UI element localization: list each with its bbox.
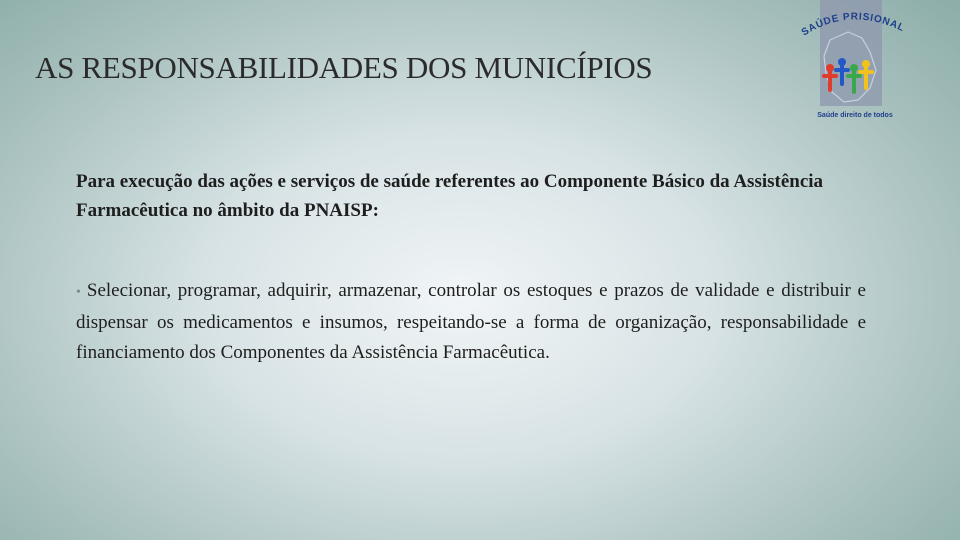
slide-title: AS RESPONSABILIDADES DOS MUNICÍPIOS — [35, 50, 653, 85]
bullet-text: Selecionar, programar, adquirir, armazenar, controlar os estoques e prazos de validade e distribuir e dispensar os medicamentos e insumos, respeitando-se a forma de organização, responsabilidade e financiamento dos Componentes da Assistência Farmacêutica. — [76, 280, 866, 363]
intro-paragraph: Para execução das ações e serviços de saúde referentes ao Componente Básico da Assistência Farmacêutica no âmbito da PNAISP: — [76, 171, 824, 221]
logo-tagline: Saúde direito de todos — [817, 112, 893, 119]
saude-prisional-logo — [800, 0, 910, 130]
logo-graphic — [800, 0, 910, 130]
bullet-marker: • — [76, 285, 81, 300]
bullet-item — [76, 276, 866, 368]
logo-arc-text: SAÚDE PRISIONAL — [800, 11, 907, 39]
